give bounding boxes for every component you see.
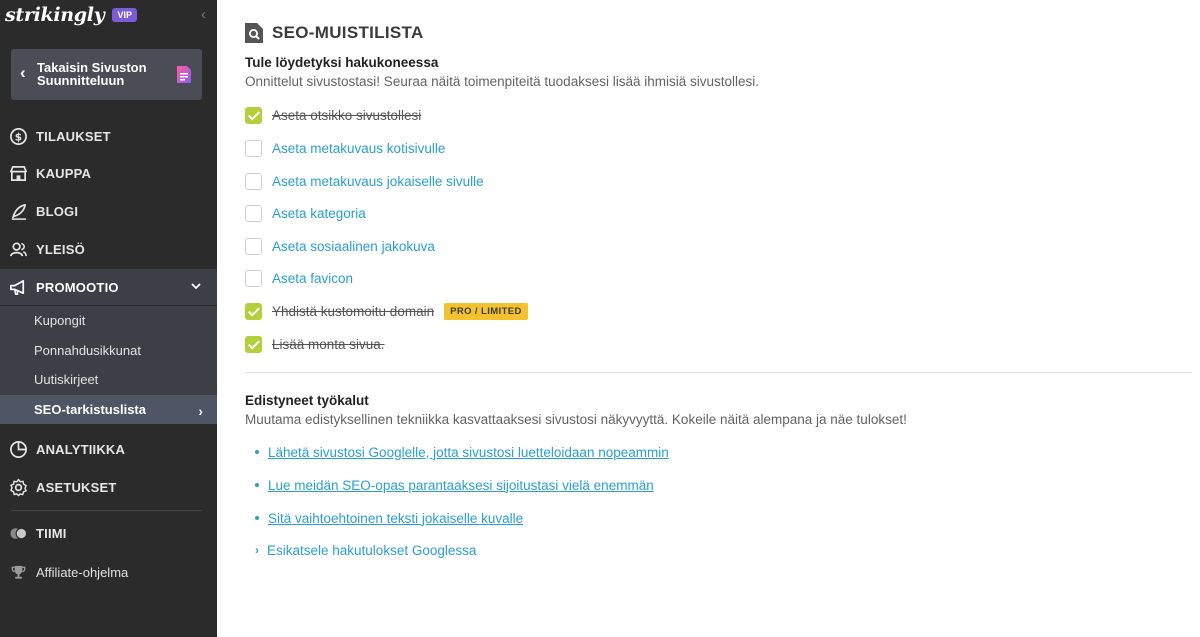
sidebar-item-orders[interactable] — [0, 118, 217, 154]
seo-guide-link[interactable]: Lue meidän SEO-opas parantaaksesi sijoitustasi vielä enemmän — [268, 477, 654, 493]
sidebar-item-label: PROMOOTIO — [36, 279, 119, 295]
gear-icon — [9, 478, 28, 497]
team-icon — [9, 524, 28, 543]
submit-to-google-link[interactable]: Lähetä sivustosi Googlelle, jotta sivustosi luetteloidaan nopeammin — [268, 444, 669, 460]
sidebar-item-label: BLOGI — [36, 203, 79, 219]
brand — [5, 4, 137, 26]
sidebar-item-label: ASETUKSET — [36, 479, 117, 495]
advanced-link-item — [255, 475, 654, 495]
back-button-label: Takaisin Sivuston Suunnitteluun — [37, 60, 147, 88]
sidebar-item-affiliate[interactable] — [0, 554, 217, 590]
bullet-icon — [255, 483, 259, 487]
chevron-left-icon: ‹ — [20, 63, 26, 82]
sidebar-item-label: KAUPPA — [36, 165, 92, 181]
task-label: Yhdistä kustomoitu domain — [272, 303, 435, 319]
chevron-right-icon: › — [198, 402, 203, 419]
alt-text-link[interactable]: Sitä vaihtoehtoinen teksti jokaiselle kuvalle — [268, 510, 524, 526]
sidebar-subitem-seo-checklist[interactable] — [0, 395, 217, 425]
task-link[interactable]: Aseta favicon — [272, 270, 354, 286]
sidebar-item-team[interactable] — [0, 515, 217, 551]
page-header — [245, 23, 424, 43]
feather-icon — [9, 202, 28, 221]
sidebar-item-label: YLEISÖ — [36, 241, 85, 257]
users-icon — [9, 240, 28, 259]
collapse-sidebar-icon[interactable]: ‹ — [201, 6, 206, 23]
sidebar-subitem-popups[interactable]: Ponnahdusikkunat — [34, 342, 141, 358]
checkbox-checked[interactable] — [245, 336, 262, 353]
svg-text:$: $ — [14, 131, 23, 144]
section-description-advanced: Muutama edistyksellinen tekniikka kasvattaaksesi sivustosi näkyvyyttä. Kokeile näitä alempana ja näe tulokset! — [245, 412, 907, 427]
page-title: SEO-MUISTILISTA — [272, 23, 424, 42]
task-link[interactable]: Aseta metakuvaus kotisivulle — [272, 140, 446, 156]
preview-toggle[interactable] — [255, 540, 476, 560]
sidebar-item-label: TILAUKSET — [36, 128, 111, 144]
sidebar-item-blog[interactable] — [0, 193, 217, 229]
checklist-item[interactable] — [245, 268, 353, 288]
checkbox[interactable] — [245, 140, 262, 157]
checklist-item[interactable] — [245, 236, 435, 256]
checklist-item[interactable] — [245, 171, 484, 191]
promotion-submenu — [0, 306, 217, 424]
checklist-item[interactable] — [245, 301, 528, 321]
advanced-link-item — [255, 442, 669, 462]
store-icon — [9, 164, 28, 183]
sidebar-item-settings[interactable] — [0, 469, 217, 505]
sidebar-divider — [11, 510, 202, 511]
sidebar-item-promotion[interactable] — [0, 269, 217, 305]
advanced-link-item — [255, 508, 523, 528]
section-heading-advanced: Edistyneet työkalut — [245, 393, 369, 408]
megaphone-icon — [9, 278, 28, 297]
sidebar-item-label: Affiliate-ohjelma — [36, 564, 129, 580]
seo-checklist-panel — [217, 0, 1200, 637]
task-label: Lisää monta sivua. — [272, 336, 385, 352]
sidebar-item-label: ANALYTIIKKA — [36, 441, 126, 457]
sidebar — [0, 0, 217, 637]
section-heading-search: Tule löydetyksi hakukoneessa — [245, 55, 439, 70]
seo-search-document-icon — [245, 23, 263, 43]
dollar-circle-icon — [9, 127, 28, 146]
sidebar-item-store[interactable] — [0, 155, 217, 191]
sidebar-item-label: TIIMI — [36, 525, 67, 541]
checkbox[interactable] — [245, 173, 262, 190]
task-link[interactable]: Aseta kategoria — [272, 205, 366, 221]
bullet-icon — [255, 516, 259, 520]
task-link[interactable]: Aseta sosiaalinen jakokuva — [272, 238, 435, 254]
back-to-editor-button[interactable] — [11, 49, 202, 100]
task-link[interactable]: Aseta metakuvaus jokaiselle sivulle — [272, 173, 484, 189]
checklist-item[interactable] — [245, 105, 421, 125]
checklist-item[interactable] — [245, 203, 366, 223]
preview-google-results-link[interactable]: Esikatsele hakutulokset Googlessa — [267, 542, 477, 558]
task-label: Aseta otsikko sivustollesi — [272, 107, 422, 123]
sidebar-item-analytics[interactable] — [0, 431, 217, 467]
section-description-search: Onnittelut sivustostasi! Seuraa näitä toimenpiteitä tuodaksesi lisää ihmisiä sivustollesi. — [245, 74, 760, 89]
checklist-item[interactable] — [245, 334, 385, 354]
chevron-down-icon — [190, 280, 202, 292]
checkbox[interactable] — [245, 205, 262, 222]
trophy-icon — [9, 563, 28, 582]
checkbox-checked[interactable] — [245, 303, 262, 320]
sidebar-subitem-label: SEO-tarkistuslista — [34, 401, 146, 417]
page-editor-icon — [177, 66, 191, 83]
vip-badge: VIP — [112, 8, 137, 22]
bullet-icon — [255, 450, 259, 454]
section-divider — [245, 372, 1192, 373]
sidebar-subitem-coupons[interactable]: Kupongit — [34, 313, 86, 329]
checkbox-checked[interactable] — [245, 107, 262, 124]
checkbox[interactable] — [245, 238, 262, 255]
checkbox[interactable] — [245, 270, 262, 287]
pie-chart-icon — [9, 440, 28, 459]
sidebar-item-audience[interactable] — [0, 231, 217, 267]
checklist-item[interactable] — [245, 138, 445, 158]
pro-limited-badge: PRO / LIMITED — [444, 303, 528, 320]
sidebar-subitem-newsletters[interactable]: Uutiskirjeet — [34, 372, 99, 388]
strikingly-logo[interactable]: strikingly — [5, 4, 105, 26]
chevron-right-icon: › — [255, 543, 259, 557]
